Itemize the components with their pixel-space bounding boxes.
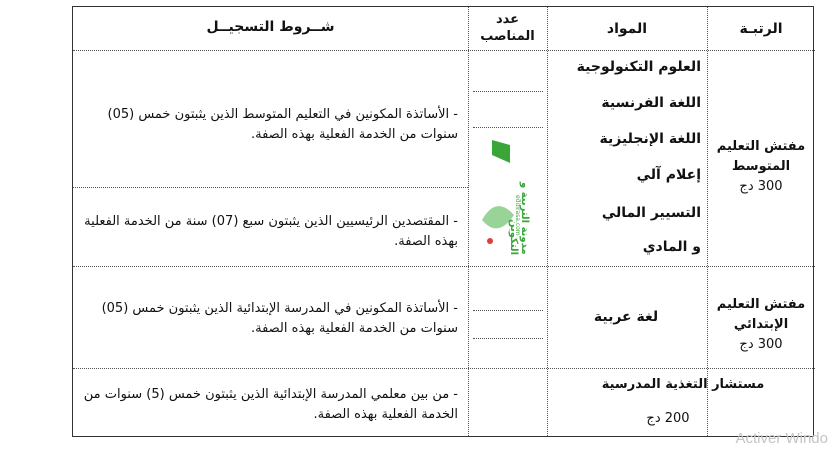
- subject-item: اللغة الإنجليزية: [599, 131, 701, 147]
- requirements-table: [72, 6, 814, 437]
- condition-text: - الأساتذة المكونين في التعليم المتوسط الذين يثبتون خمس (05) سنوات من الخدمة الفعلية بهذه الصفة.: [107, 107, 458, 142]
- rank-title: مفتش التعليم المتوسط: [716, 139, 806, 174]
- condition-text: - الأساتذة المكونين في المدرسة الإبتدائية الذين يثبتون خمس (05) سنوات من الخدمة الفعلية بهذه الصفة.: [101, 301, 458, 336]
- subject-item: و المادي: [642, 239, 701, 255]
- rank-middle-inspector: [709, 137, 813, 197]
- subject-item: اللغة الفرنسية: [601, 95, 701, 111]
- windows-activation-overlay: Activer Windo: [735, 430, 828, 447]
- cell-divider: [473, 338, 543, 339]
- column-divider: [468, 7, 469, 436]
- subject-item: التسيير المالي: [601, 205, 701, 221]
- rank-nutrition-advisor: مستشار التغذية المدرسية: [601, 377, 765, 392]
- cell-divider: [473, 91, 543, 92]
- watermark-logo: [470, 135, 540, 255]
- rank-fee: 200 دج: [646, 411, 690, 426]
- cell-divider: [473, 310, 543, 311]
- header-divider: [73, 50, 815, 51]
- cell-divider: [473, 127, 543, 128]
- rank-fee: 300 دج: [739, 179, 783, 194]
- rank-title: مفتش التعليم الإبتدائي: [716, 297, 806, 332]
- condition-text: - المقتصدين الرئيسيين الذين يثبتون سبع (07) سنة من الخدمة الفعلية بهذه الصفة.: [84, 214, 458, 249]
- header-subjects: المواد: [606, 21, 648, 37]
- subject-item: لغة عربية: [593, 309, 659, 325]
- subject-item: العلوم التكنولوجية: [576, 59, 701, 75]
- condition-text: - من بين معلمي المدرسة الإبتدائية الذين يثبتون خمس (5) سنوات من الخدمة الفعلية بهذه الصفة.: [83, 387, 458, 422]
- column-divider: [547, 7, 548, 436]
- column-divider: [707, 7, 708, 436]
- header-rank: الرتبـة: [739, 21, 783, 37]
- subject-item: إعلام آلي: [636, 167, 701, 183]
- row-divider: [73, 187, 468, 188]
- header-positions: عدد المناصب: [480, 12, 535, 44]
- header-conditions: شــروط التسجيــل: [206, 19, 335, 35]
- rank-primary-inspector: [709, 295, 813, 355]
- watermark-text: مدونة التربية و التكوين: [508, 182, 530, 255]
- rank-fee: 300 دج: [739, 337, 783, 352]
- row-divider: [73, 266, 815, 267]
- row-divider: [73, 368, 815, 369]
- watermark-site: eddirasa.com: [514, 195, 521, 236]
